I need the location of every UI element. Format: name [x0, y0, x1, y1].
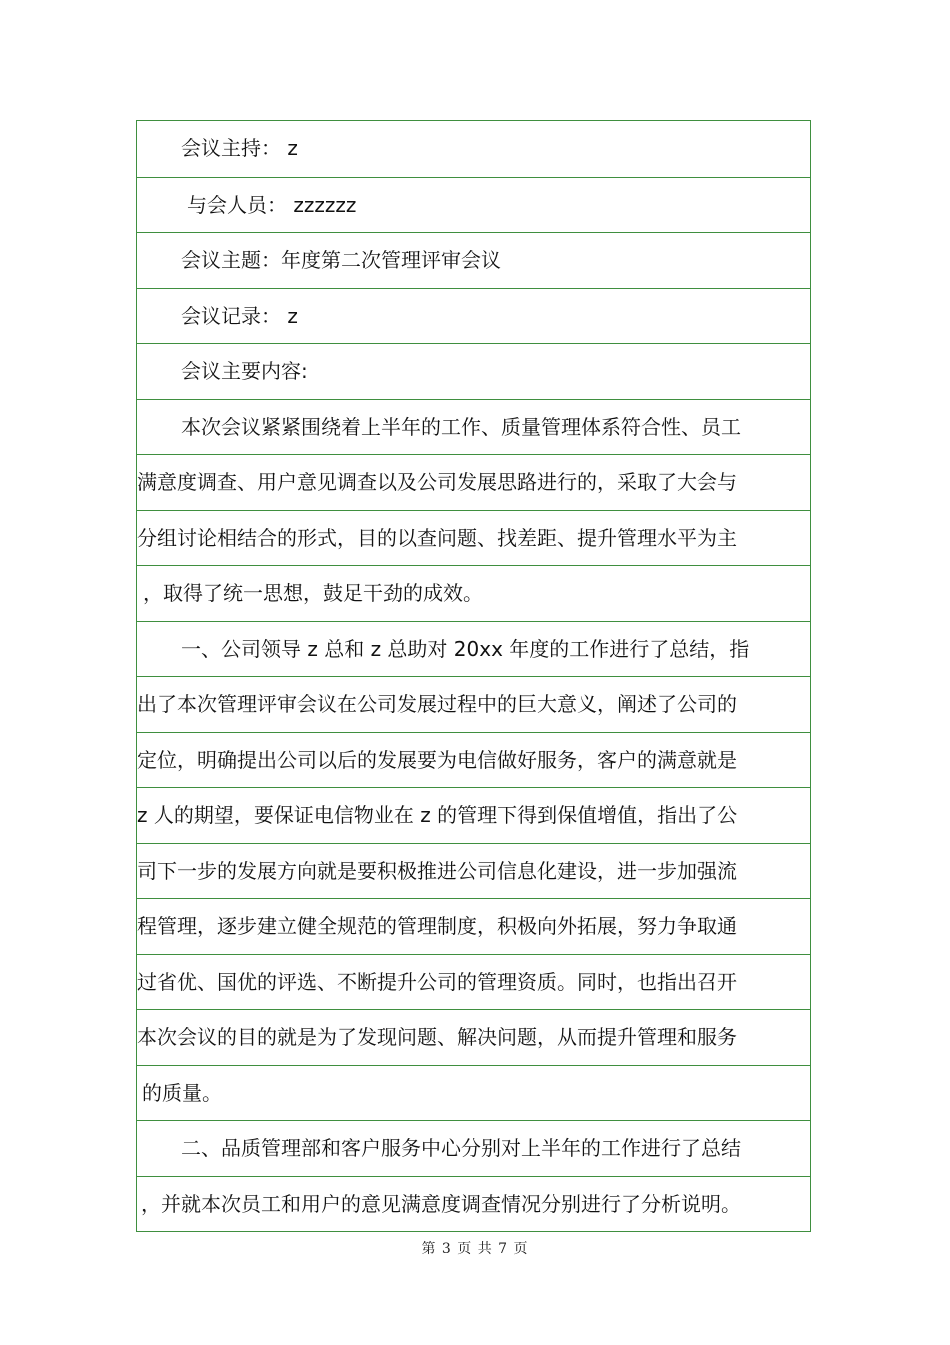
minutes-row	[137, 676, 810, 732]
minutes-line-text: 分组讨论相结合的形式，目的以查问题、找差距、提升管理水平为主	[137, 525, 737, 550]
minutes-row	[137, 732, 810, 788]
minutes-line-text: z 人的期望，要保证电信物业在 z 的管理下得到保值增值，指出了公	[137, 803, 738, 827]
minutes-row	[137, 454, 810, 510]
minutes-line-text: 会议主持： z	[181, 136, 298, 160]
minutes-line-text: ，取得了统一思想，鼓足干劲的成效。	[143, 581, 483, 605]
minutes-row	[137, 343, 810, 399]
minutes-line-text: 会议主要内容:	[181, 359, 308, 383]
minutes-line-text: ，并就本次员工和用户的意见满意度调查情况分别进行了分析说明。	[141, 1191, 741, 1216]
page-number: 第 3 页 共 7 页	[421, 1241, 529, 1257]
minutes-row	[137, 1009, 810, 1065]
minutes-line-text: 过省优、国优的评选、不断提升公司的管理资质。同时，也指出召开	[137, 969, 737, 994]
minutes-line-text: 程管理，逐步建立健全规范的管理制度，积极向外拓展，努力争取通	[137, 914, 737, 938]
minutes-row	[137, 177, 810, 233]
minutes-grid	[136, 120, 811, 1232]
minutes-line-text: 会议记录： z	[181, 303, 298, 328]
minutes-row	[137, 232, 810, 288]
minutes-line-text: 的质量。	[142, 1080, 222, 1105]
minutes-row	[137, 399, 810, 455]
minutes-row	[137, 288, 810, 344]
minutes-line-text: 一、公司领导 z 总和 z 总助对 20xx 年度的工作进行了总结，指	[181, 636, 750, 661]
minutes-line-text: 定位，明确提出公司以后的发展要为电信做好服务，客户的满意就是	[137, 747, 737, 772]
minutes-row	[137, 898, 810, 954]
minutes-row	[137, 621, 810, 677]
minutes-line-text: 二、品质管理部和客户服务中心分别对上半年的工作进行了总结	[181, 1136, 741, 1160]
minutes-row	[137, 565, 810, 621]
minutes-row	[137, 121, 810, 177]
minutes-row	[137, 954, 810, 1010]
minutes-row	[137, 1065, 810, 1121]
minutes-line-text: 本次会议的目的就是为了发现问题、解决问题，从而提升管理和服务	[137, 1025, 737, 1049]
minutes-line-text: 与会人员： zzzzzz	[187, 192, 357, 217]
minutes-row	[137, 787, 810, 843]
minutes-row	[137, 1176, 810, 1232]
minutes-line-text: 满意度调查、用户意见调查以及公司发展思路进行的，采取了大会与	[137, 470, 737, 494]
minutes-row	[137, 1120, 810, 1176]
minutes-row	[137, 510, 810, 566]
minutes-line-text: 出了本次管理评审会议在公司发展过程中的巨大意义，阐述了公司的	[137, 692, 737, 716]
minutes-line-text: 会议主题：年度第二次管理评审会议	[181, 248, 501, 272]
minutes-line-text: 本次会议紧紧围绕着上半年的工作、质量管理体系符合性、员工	[181, 414, 741, 439]
minutes-row	[137, 843, 810, 899]
minutes-line-text: 司下一步的发展方向就是要积极推进公司信息化建设，进一步加强流	[137, 858, 737, 883]
